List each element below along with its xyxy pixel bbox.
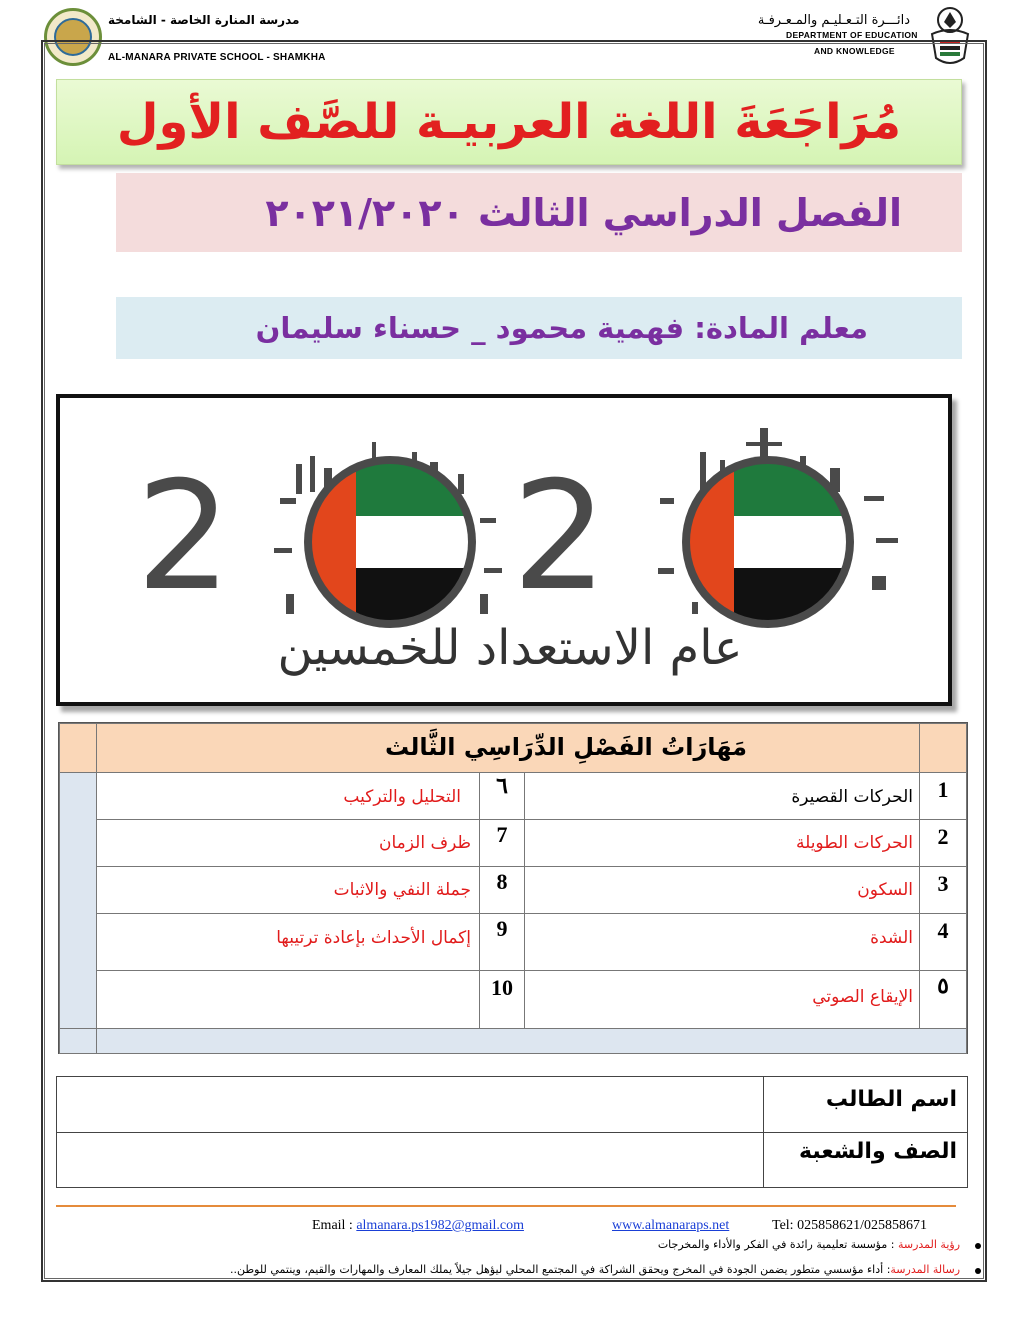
row4-right-skill-cell: [524, 913, 920, 971]
digit-two-right: 2: [512, 450, 608, 624]
side-column: [59, 772, 97, 1029]
school-name-arabic: مدرسة المنارة الخاصة - الشامخة: [108, 13, 300, 27]
department-name-english-line2: AND KNOWLEDGE: [814, 46, 895, 56]
class-section-label: الصف والشعبة: [799, 1139, 957, 1164]
logo-caption: عام الاستعداد للخمسين: [277, 620, 743, 676]
year-2020-logo: [56, 394, 952, 706]
mission-text: : أداء مؤسسي متطور يضمن الجودة في المخرج ويحقق الشراكة في المجتمع المحلي ليؤهل جيلاً يملك المعارف والمهارات والقيم، وينتمي للوطن..: [230, 1263, 891, 1276]
row-number: 4: [937, 918, 949, 943]
student-name-label: اسم الطالب: [825, 1087, 957, 1112]
footer-phone: Tel: 025858621/025858671: [772, 1218, 927, 1233]
skill-item: السكون: [857, 880, 913, 900]
term-label: الفصل الدراسي الثالث ٢٠٢١/٢٠٢٠: [265, 190, 902, 235]
vision-label: رؤية المدرسة: [897, 1238, 960, 1251]
header-corner-left: [59, 723, 97, 773]
row-number: ٥: [937, 973, 949, 998]
skill-item: الحركات الطويلة: [795, 833, 913, 853]
footer-email: [312, 1218, 524, 1234]
term-banner: [116, 173, 962, 252]
email-link[interactable]: almanara.ps1982@gmail.com: [356, 1218, 524, 1233]
row-number: 2: [937, 824, 949, 849]
skill-item: الحركات القصيرة: [791, 787, 913, 807]
row-number: ٦: [496, 773, 508, 798]
skill-item: الشدة: [870, 928, 913, 948]
school-name-english: AL-MANARA PRIVATE SCHOOL - SHAMKHA: [108, 52, 326, 63]
skill-item: إكمال الأحداث بإعادة ترتيبها: [276, 928, 471, 948]
student-name-field[interactable]: [59, 1079, 761, 1130]
uae-flag-circle-left-icon: [304, 456, 476, 628]
school-mission: [230, 1263, 960, 1276]
skill-item: ظرف الزمان: [379, 833, 471, 853]
department-name-english-line1: DEPARTMENT OF EDUCATION: [786, 30, 918, 40]
row5-left-skill-cell: [96, 970, 480, 1029]
department-name-arabic: دائـــرة التـعـليـم والمـعـرفـة: [757, 13, 910, 28]
bullet-icon: [975, 1268, 981, 1274]
teacher-label: معلم المادة: فهمية محمود _ حسناء سليمان: [255, 311, 868, 345]
row-number: 8: [496, 869, 508, 894]
skill-item: التحليل والتركيب: [343, 787, 461, 807]
table-title: مَهَارَاتُ الفَصْلِ الدِّرَاسِي الثَّالث: [385, 733, 748, 761]
title-banner: [56, 79, 962, 165]
row-number: 9: [496, 916, 508, 941]
page-title: مُرَاجَعَةَ اللغة العربيـة للصَّف الأول: [116, 94, 902, 150]
digit-two-left: 2: [136, 450, 232, 624]
mission-label: رسالة المدرسة: [890, 1263, 960, 1276]
bottom-row: [96, 1028, 967, 1054]
row-number: 1: [937, 777, 949, 802]
skill-item: الإيقاع الصوتي: [812, 987, 913, 1007]
bottom-corner: [59, 1028, 97, 1054]
class-section-field[interactable]: [59, 1135, 761, 1185]
student-info-box: [56, 1076, 968, 1188]
skill-item: جملة النفي والاثبات: [333, 880, 471, 900]
email-label: Email :: [312, 1218, 353, 1233]
footer-divider: [56, 1205, 956, 1207]
skills-table: [58, 722, 968, 1054]
row-number: 7: [496, 822, 508, 847]
bullet-icon: [975, 1243, 981, 1249]
website-link[interactable]: www.almanaraps.net: [612, 1218, 730, 1233]
row-number: 3: [937, 871, 949, 896]
uae-flag-circle-right-icon: [682, 456, 854, 628]
teacher-banner: [116, 297, 962, 359]
school-vision: [658, 1238, 960, 1251]
vision-text: : مؤسسة تعليمية رائدة في الفكر والأداء والمخرجات: [657, 1238, 898, 1251]
row-number: 10: [491, 975, 513, 1000]
